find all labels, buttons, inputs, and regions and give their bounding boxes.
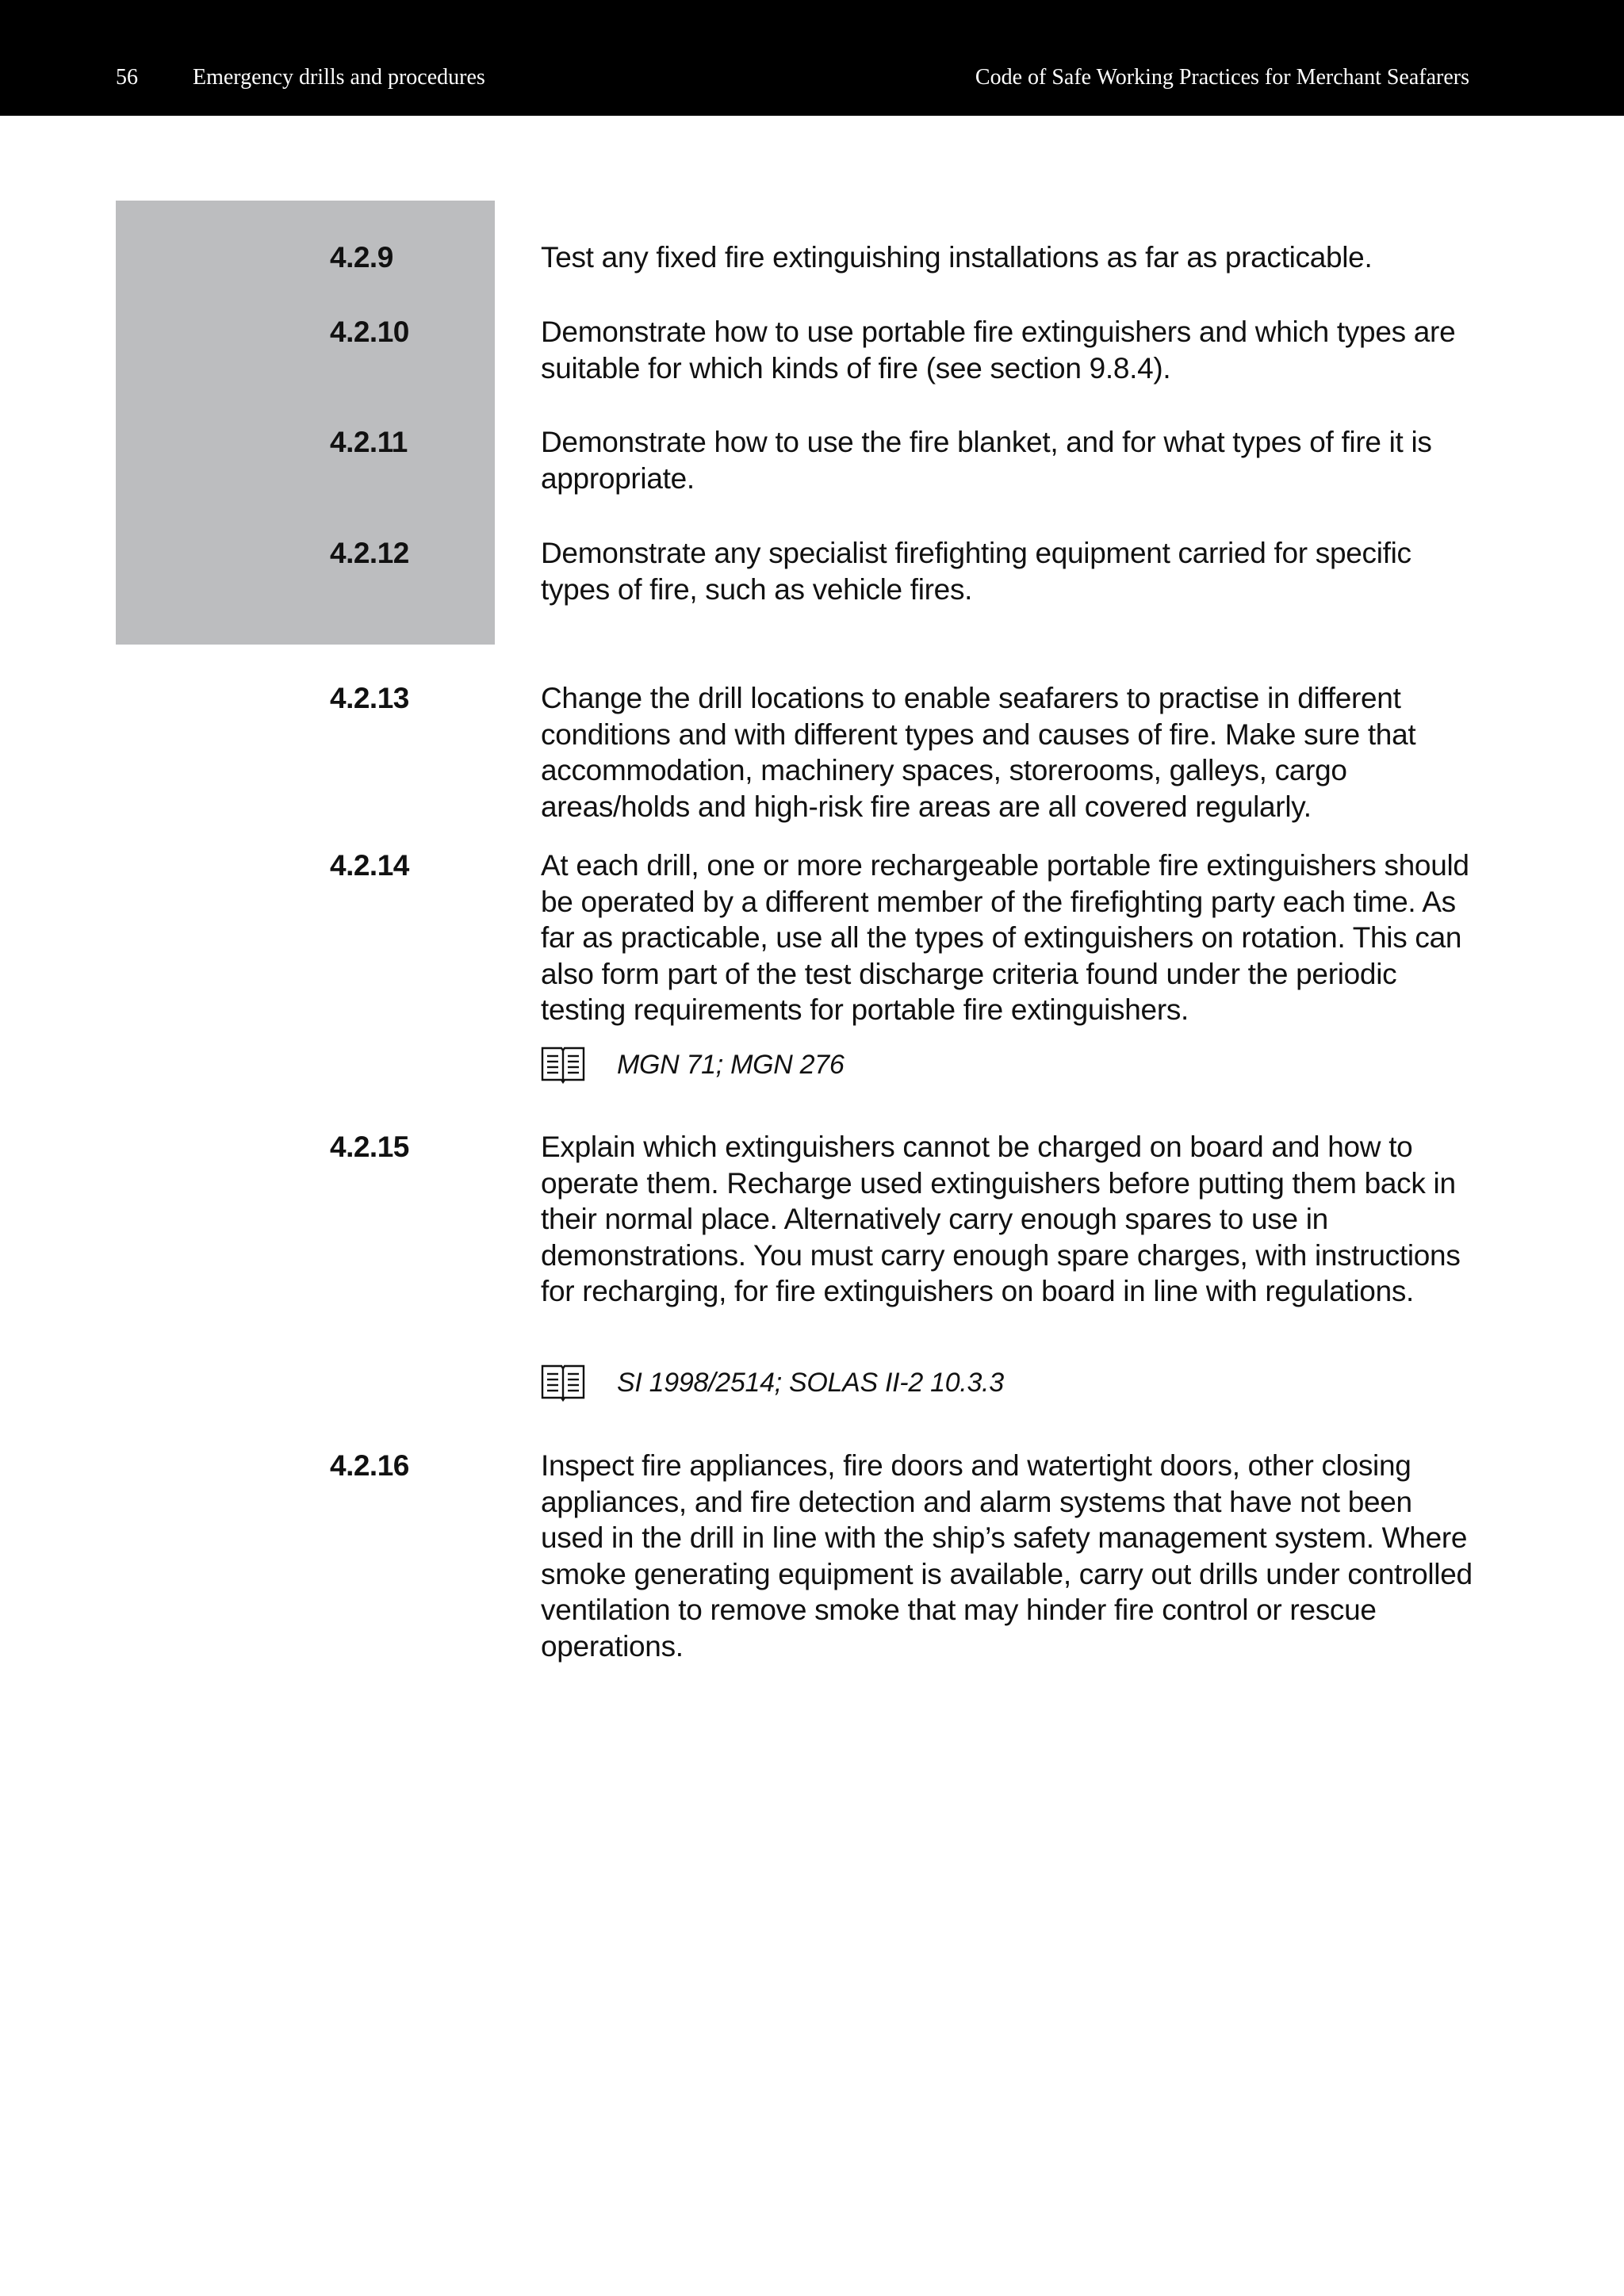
section-text: Change the drill locations to enable seafarers to practise in different conditions and with different types and causes of fire. Make sure that accommodation, machinery spaces, storerooms, galleys, cargo areas/holds and high-risk fire areas are all covered regularly. bbox=[541, 682, 1416, 823]
page-number: 56 bbox=[116, 65, 138, 90]
chapter-title: Emergency drills and procedures bbox=[193, 65, 485, 90]
section-text: Demonstrate how to use portable fire extinguishers and which types are suitable for which kinds of fire (see section 9.8.4). bbox=[541, 316, 1456, 385]
reference-4-2-14 bbox=[541, 1045, 1477, 1086]
highlight-box bbox=[116, 201, 495, 645]
reference-4-2-15 bbox=[541, 1363, 1477, 1404]
section-number: 4.2.9 bbox=[330, 241, 393, 274]
book-icon bbox=[541, 1363, 585, 1402]
section-number: 4.2.10 bbox=[330, 316, 409, 348]
book-icon bbox=[541, 1045, 585, 1085]
section-number: 4.2.11 bbox=[330, 426, 408, 458]
section-number: 4.2.14 bbox=[330, 849, 409, 882]
section-text: Demonstrate how to use the fire blanket, and for what types of fire it is appropriate. bbox=[541, 426, 1432, 495]
reference-text: SI 1998/2514; SOLAS II-2 10.3.3 bbox=[617, 1368, 1004, 1398]
section-text: Inspect fire appliances, fire doors and watertight doors, other closing appliances, and fire detection and alarm systems that have not been used in the drill in line with the ship’s safety management system. Where smoke generating equipment is available, carry out drills under controlled ventilation to remove smoke that may hinder fire control or rescue operations. bbox=[541, 1449, 1473, 1663]
section-text: At each drill, one or more rechargeable portable fire extinguishers should be operated by a different member of the firefighting party each time. As far as practicable, use all the types of extinguishers on rotation. This can also form part of the test discharge criteria found under the periodic testing requirements for portable fire extinguishers. bbox=[541, 849, 1469, 1026]
book-title: Code of Safe Working Practices for Merchant Seafarers bbox=[975, 65, 1469, 90]
page-header bbox=[0, 0, 1624, 116]
section-number: 4.2.16 bbox=[330, 1449, 409, 1482]
section-text: Demonstrate any specialist firefighting equipment carried for specific types of fire, such as vehicle fires. bbox=[541, 537, 1411, 606]
section-text: Test any fixed fire extinguishing installations as far as practicable. bbox=[541, 241, 1373, 274]
section-number: 4.2.12 bbox=[330, 537, 409, 569]
section-number: 4.2.15 bbox=[330, 1131, 409, 1163]
section-number: 4.2.13 bbox=[330, 682, 409, 714]
reference-text: MGN 71; MGN 276 bbox=[617, 1050, 845, 1080]
section-text: Explain which extinguishers cannot be charged on board and how to operate them. Recharge used extinguishers before putting them back in their normal place. Alternatively carry enough spares to use in demonstrations. You must carry enough spare charges, with instructions for recharging, for fire extinguishers on board in line with regulations. bbox=[541, 1131, 1461, 1307]
